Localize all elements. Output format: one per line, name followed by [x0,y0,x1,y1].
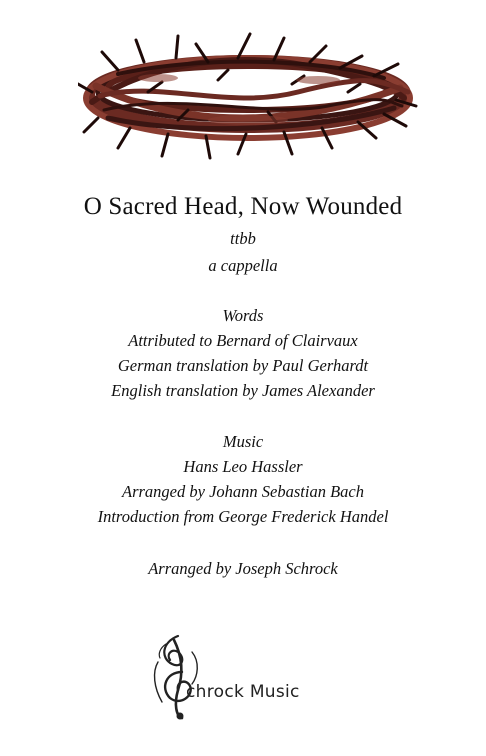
treble-clef-icon [152,632,212,722]
words-german-translation: German translation by Paul Gerhardt [117,356,369,375]
crown-of-thorns-icon [78,22,418,162]
voicing-text: ttbb [230,229,256,248]
page-title: O Sacred Head, Now Wounded [83,193,403,220]
logo-wordmark: chrock Music [186,682,300,702]
music-composer: Hans Leo Hassler [183,457,303,476]
music-introduction: Introduction from George Frederick Handel [97,507,389,526]
schrock-music-logo [152,632,322,722]
words-english-translation: English translation by James Alexander [111,381,375,400]
music-heading: Music [222,432,264,451]
accompaniment-text: a cappella [208,256,278,275]
crown-of-thorns-image [78,22,418,162]
music-arranger-bach: Arranged by Johann Sebastian Bach [122,482,364,501]
words-attribution: Attributed to Bernard of Clairvaux [128,331,358,350]
words-heading: Words [222,306,264,325]
arranger-credit: Arranged by Joseph Schrock [148,559,338,578]
